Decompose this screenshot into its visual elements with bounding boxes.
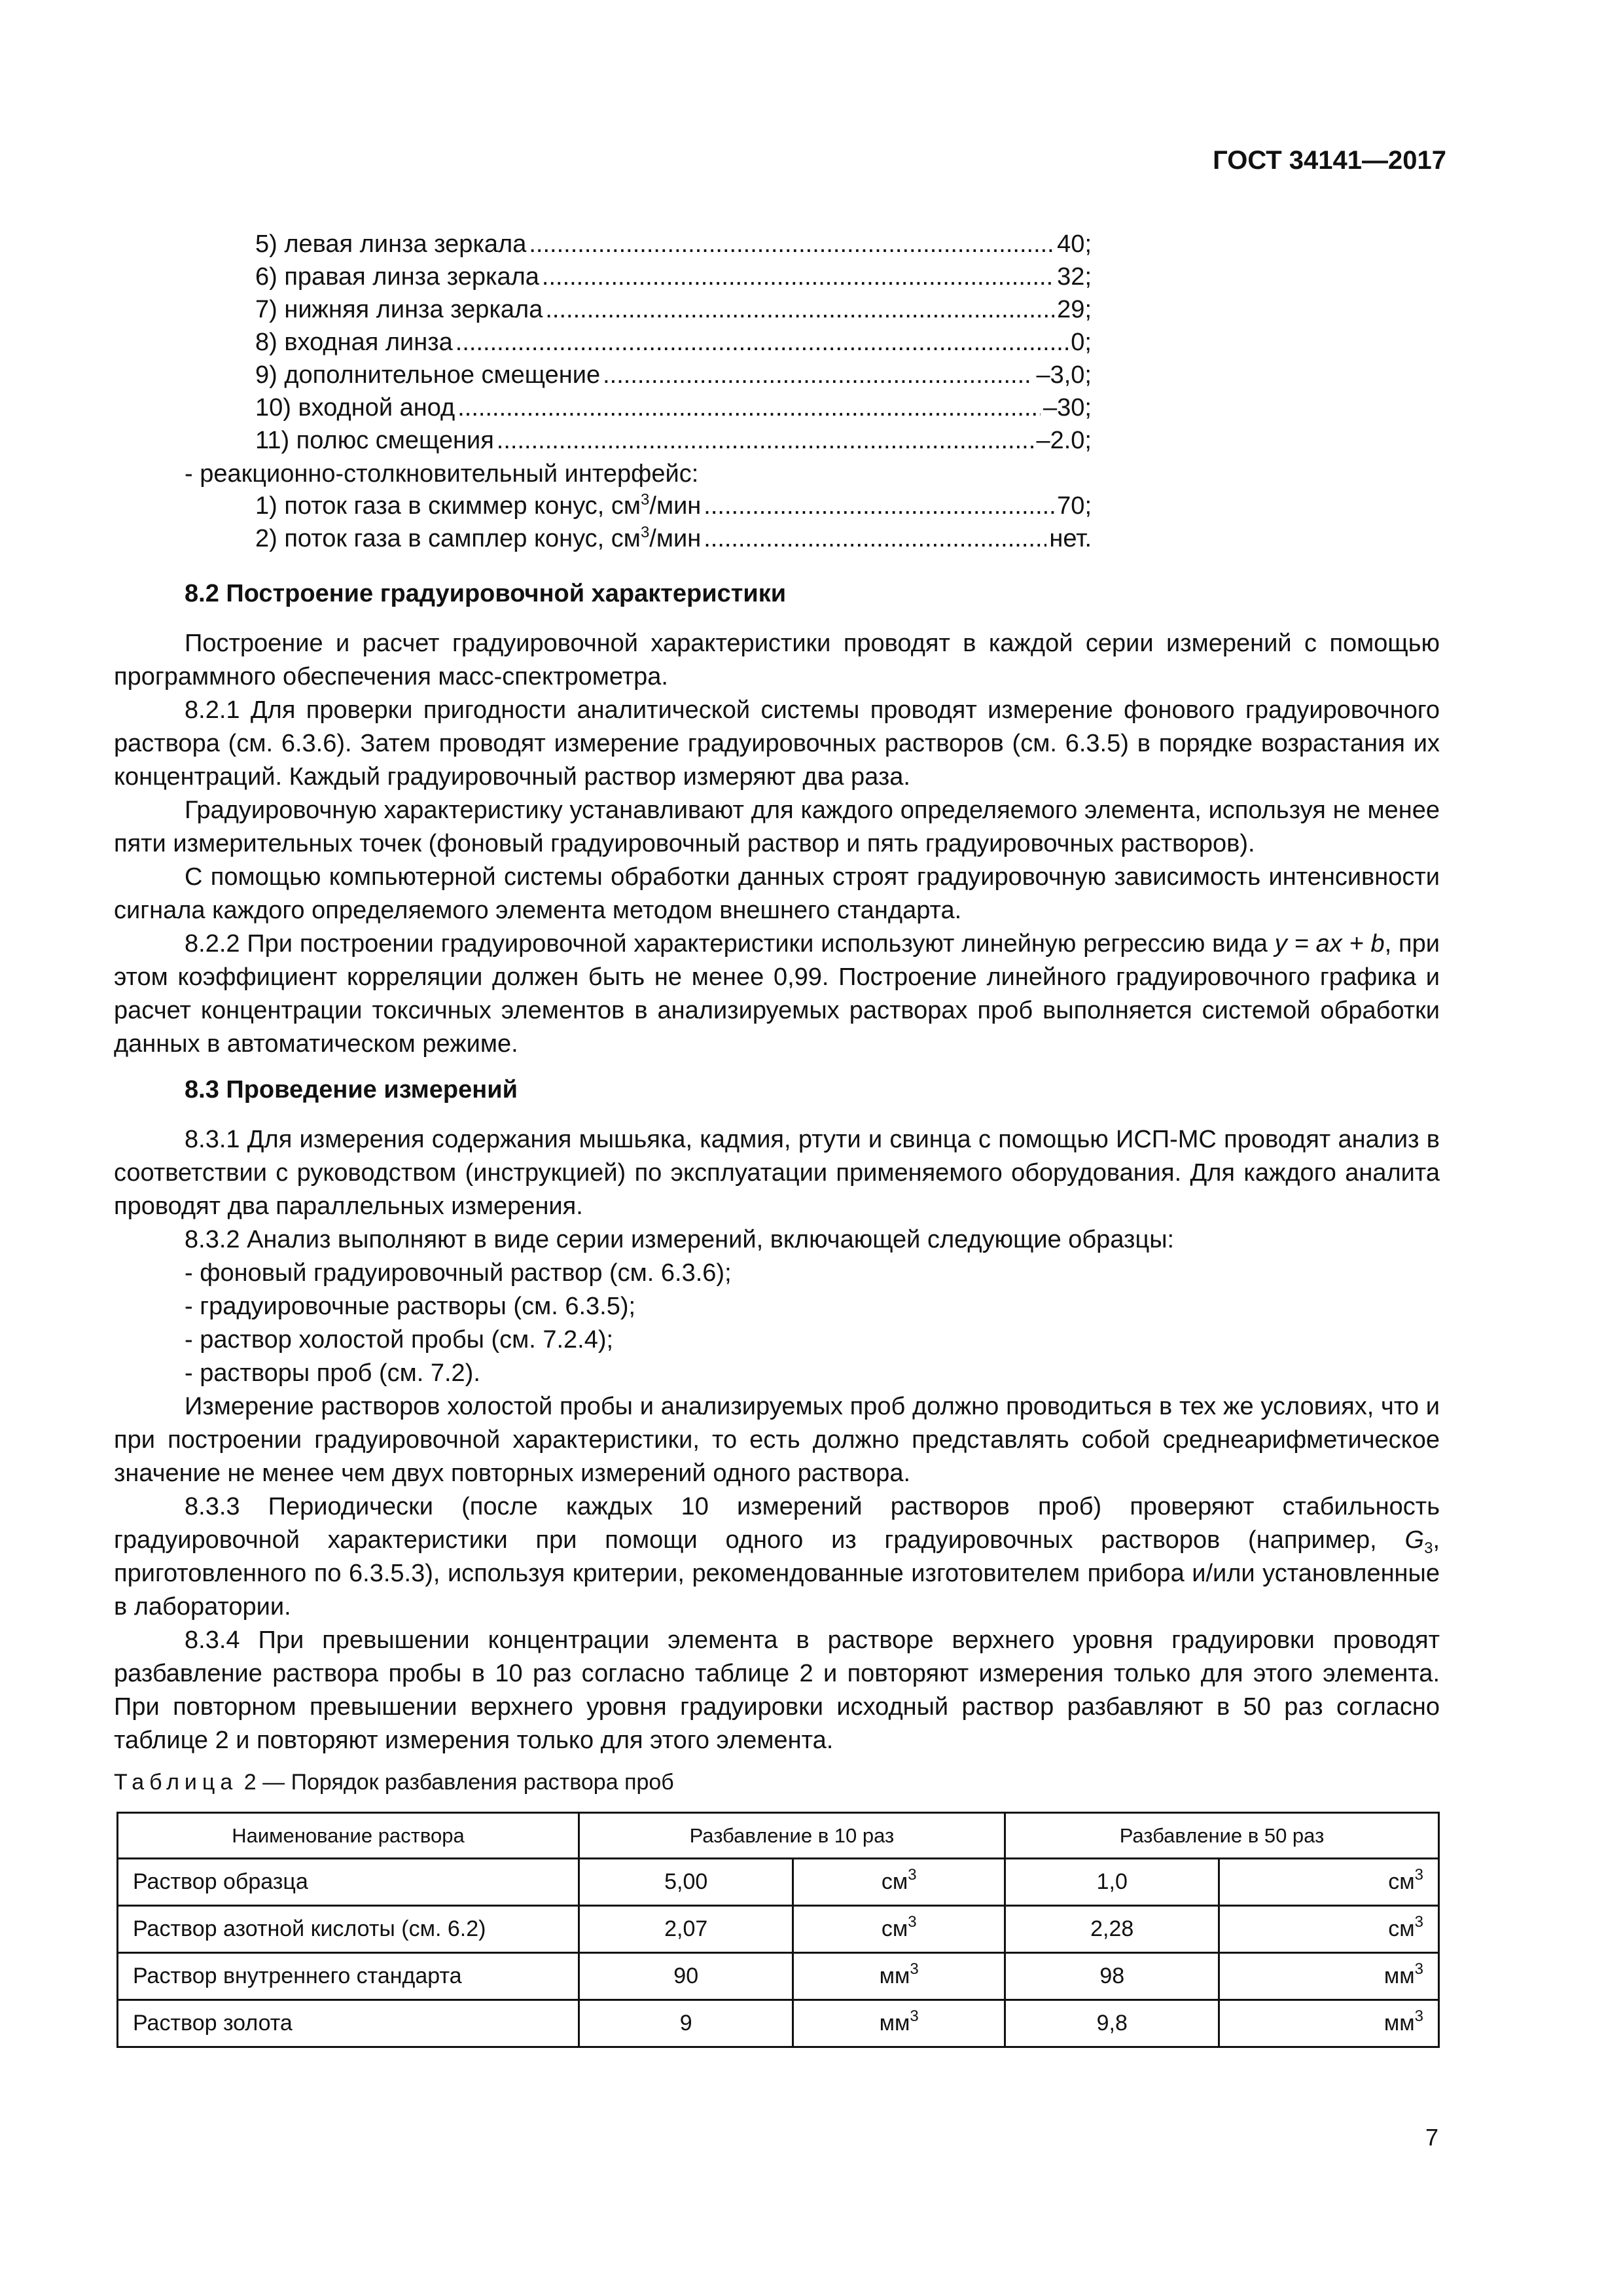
paragraph: Градуировочную характеристику устанавливают для каждого определяемого элемента, используя не менее пяти измерительных точек (фоновый градуировочный раствор и пять градуировочных растворов).	[114, 797, 1440, 857]
list-item: 1) поток газа в скиммер конус, $см^3$/мин ..... 70;	[255, 490, 1092, 522]
table-row: Раствор образца 5,00 $см^3$ 1,0 $см^3$	[118, 1859, 1439, 1906]
section-8-3-body	[114, 1123, 1440, 1757]
section-8-2-body	[114, 627, 1440, 1061]
paragraph: 8.2.1 Для проверки пригодности аналитической системы проводят измерение фонового градуировочного раствора (см. 6.3.6). Затем проводят измерение градуировочных растворов (см. 6.3.5) в порядке возрастания их концентраций. Каждый градуировочный раствор измеряют два раза.	[114, 696, 1440, 791]
list-item: - фоновый градуировочный раствор (см. 6.3.6);	[185, 1259, 732, 1287]
paragraph: 8.3.3 Периодически (после каждых 10 измерений растворов проб) проверяют стабильность градуировочной характеристики при помощи одного из градуировочных растворов (например, $G_3$, приготовленного по 6.3.5.3), используя критерии, рекомендованные изготовителем прибора и/или установленные в лаборатории.	[114, 1493, 1440, 1621]
table-caption: Таблица 2 — Порядок разбавления раствора проб	[114, 1770, 674, 1795]
list-item: 10) входной анод ..... –30;	[255, 391, 1092, 424]
paragraph: 8.3.1 Для измерения содержания мышьяка, кадмия, ртути и свинца с помощью ИСП-МС проводят анализ в соответствии с руководством (инструкцией) по эксплуатации применяемого оборудования. Для каждого аналита проводят два параллельных измерения.	[114, 1126, 1440, 1220]
column-header: Разбавление в 10 раз	[579, 1813, 1005, 1859]
document-number: ГОСТ 34141—2017	[1213, 146, 1446, 175]
paragraph: 8.3.2 Анализ выполняют в виде серии измерений, включающей следующие образцы:	[185, 1226, 1175, 1253]
list-item: 7) нижняя линза зеркала ..... 29;	[255, 293, 1092, 326]
list-item: 11) полюс смещения ..... –2.0;	[255, 424, 1092, 457]
list-item: 9) дополнительное смещение ..... –3,0;	[255, 359, 1092, 391]
paragraph: 8.3.4 При превышении концентрации элемента в растворе верхнего уровня градуировки проводят разбавление раствора пробы в 10 раз согласно таблице 2 и повторяют измерения только для этого элемента. При повторном превышении верхнего уровня градуировки исходный раствор разбавляют в 50 раз согласно таблице 2 и повторяют измерения только для этого элемента.	[114, 1626, 1440, 1754]
column-header: Разбавление в 50 раз	[1005, 1813, 1438, 1859]
list-item: 6) правая линза зеркала ..... 32;	[255, 260, 1092, 293]
list-item: 2) поток газа в самплер конус, $см^3$/мин ..... нет.	[255, 522, 1092, 555]
list-item: - раствор холостой пробы (см. 7.2.4);	[185, 1326, 614, 1354]
paragraph: Построение и расчет градуировочной характеристики проводят в каждой серии измерений с помощью программного обеспечения масс-спектрометра.	[114, 630, 1440, 691]
list-item: - градуировочные растворы (см. 6.3.5);	[185, 1293, 636, 1320]
column-header: Наименование раствора	[118, 1813, 579, 1859]
interface-heading: - реакционно-столкновительный интерфейс:	[185, 460, 699, 488]
parameters-list	[255, 228, 1092, 457]
page-number: 7	[1425, 2124, 1438, 2151]
table-row: Раствор золота 9 $мм^3$ 9,8 $мм^3$	[118, 2000, 1439, 2047]
gas-flow-list	[255, 490, 1092, 555]
table-row: Раствор азотной кислоты (см. 6.2) 2,07 $см^3$ 2,28 $см^3$	[118, 1906, 1439, 1953]
section-8-2-heading: 8.2 Построение градуировочной характеристики	[185, 580, 787, 607]
table-row: Раствор внутреннего стандарта 90 $мм^3$ 98 $мм^3$	[118, 1953, 1439, 2000]
table-header-row	[118, 1813, 1439, 1859]
dilution-table	[116, 1812, 1440, 2048]
list-item: - растворы проб (см. 7.2).	[185, 1359, 480, 1387]
list-item: 5) левая линза зеркала ..... 40;	[255, 228, 1092, 260]
regression-formula: y = ax + b	[1274, 930, 1385, 958]
list-item: 8) входная линза ..... 0;	[255, 326, 1092, 359]
paragraph: Измерение растворов холостой пробы и анализируемых проб должно проводиться в тех же условиях, что и при построении градуировочной характеристики, то есть должно представлять собой среднеарифметическое значение не менее чем двух повторных измерений одного раствора.	[114, 1393, 1440, 1487]
section-8-3-heading: 8.3 Проведение измерений	[185, 1076, 518, 1103]
paragraph: С помощью компьютерной системы обработки данных строят градуировочную зависимость интенсивности сигнала каждого определяемого элемента методом внешнего стандарта.	[114, 863, 1440, 924]
paragraph: 8.2.2 При построении градуировочной характеристики используют линейную регрессию вида y = ax + b, при этом коэффициент корреляции должен быть не менее 0,99. Построение линейного градуировочного графика и расчет концентрации токсичных элементов в анализируемых растворах проб выполняется системой обработки данных в автоматическом режиме.	[114, 930, 1440, 1058]
